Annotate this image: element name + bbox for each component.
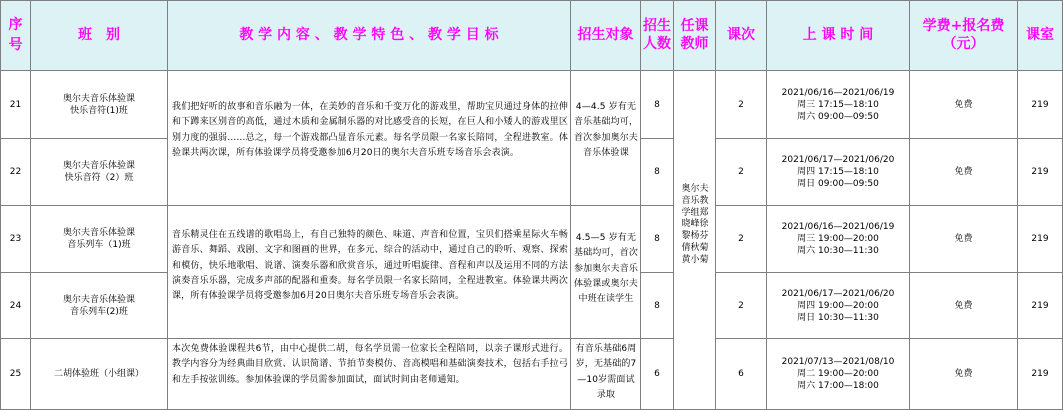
enroll-count: 8 bbox=[654, 99, 660, 110]
fee: 免费 bbox=[954, 300, 973, 311]
session-count: 6 bbox=[738, 369, 744, 379]
enroll-count: 8 bbox=[654, 234, 660, 244]
table-row-seq: 25 bbox=[9, 369, 22, 379]
header-teacher: 任课教师 bbox=[680, 18, 709, 52]
fee: 免费 bbox=[954, 167, 973, 177]
class-time: 2021/06/17—2021/06/20 周四 17:15—18:10 周日 09:00—09:50 bbox=[781, 155, 895, 189]
enroll-count: 6 bbox=[654, 369, 660, 379]
course-description: 我们把好听的故事和音乐融为一体，在美妙的音乐和千变万化的游戏里，帮助宝贝通过身体的拉伸和下蹲来区别音的高低，通过木质和金属制乐器的对比感受音的长短，在巨人和小矮人的游戏里区别力度的强弱……总之，每一个游戏都凸显音乐元素。每名学员限一名家长陪同，全程进教室。体验课共两次课，所有体验课学员将受邀参加6月20日的奥尔夫音乐班专场音乐会表演。 bbox=[172, 102, 568, 158]
session-count: 2 bbox=[738, 300, 744, 311]
table-row-seq: 24 bbox=[9, 300, 22, 311]
fee: 免费 bbox=[954, 99, 973, 110]
class-name: 奥尔夫音乐体验课 音乐列车（1)班 bbox=[62, 228, 135, 250]
room: 219 bbox=[1031, 99, 1049, 110]
enroll-count: 8 bbox=[654, 167, 660, 177]
header-sessions: 课次 bbox=[727, 27, 755, 43]
session-count: 2 bbox=[738, 99, 744, 110]
table-row-seq: 21 bbox=[9, 99, 22, 110]
fee: 免费 bbox=[954, 234, 973, 244]
header-target: 招生对象 bbox=[577, 27, 634, 43]
class-time: 2021/06/17—2021/06/20 周四 19:00—20:00 周日 10:30—11:30 bbox=[781, 288, 895, 323]
class-name: 奥尔夫音乐体验课 快乐音符（2）班 bbox=[62, 161, 135, 183]
header-room: 课室 bbox=[1026, 27, 1054, 43]
header-class: 班 别 bbox=[78, 27, 120, 43]
table-row-seq: 23 bbox=[9, 234, 22, 244]
enrollment-target: 有音乐基础6周岁，无基础的7—10岁需面试录取 bbox=[575, 344, 637, 400]
room: 219 bbox=[1031, 167, 1049, 177]
header-time: 上 课 时 间 bbox=[802, 27, 874, 43]
class-name: 二胡体验班（小组课） bbox=[53, 369, 144, 379]
class-time: 2021/06/16—2021/06/19 周三 17:15—18:10 周六 09:00—09:50 bbox=[781, 87, 895, 122]
fee: 免费 bbox=[954, 369, 973, 379]
header-seq: 序号 bbox=[8, 17, 23, 53]
class-time: 2021/06/16—2021/06/19 周三 19:00—20:00 周六 10:30—11:30 bbox=[781, 222, 895, 256]
class-time: 2021/07/13—2021/08/10 周二 19:00—20:00 周六 17:00—18:00 bbox=[781, 357, 895, 391]
course-description: 本次免费体验课程共6节，由中心提供二胡，每名学员需一位家长全程陪同，以亲子课形式进行。教学内容分为经典曲目欣赏、认识简谱、节拍节奏模仿、音高模唱和基础演奏技术，包括右手拉弓和左手按弦训练。参加体验课的学员需参加面试，面试时间由老师通知。 bbox=[172, 344, 568, 385]
enroll-count: 8 bbox=[654, 300, 660, 311]
header-fee: 学费+报名费（元） bbox=[922, 18, 1005, 52]
header-enroll: 招生人数 bbox=[643, 18, 671, 52]
class-name: 奥尔夫音乐体验课 快乐音符(1)班 bbox=[62, 93, 135, 116]
room: 219 bbox=[1031, 369, 1049, 379]
session-count: 2 bbox=[738, 234, 744, 244]
teacher-names: 奥尔夫音乐教学组郑晓峰徐黎杨芬倩秋菊黄小菊 bbox=[681, 184, 709, 265]
room: 219 bbox=[1031, 234, 1049, 244]
class-name: 奥尔夫音乐体验课 音乐列车(2)班 bbox=[62, 294, 135, 317]
enrollment-target: 4—4.5 岁有无音乐基础均可，首次参加奥尔夫音乐体验课 bbox=[573, 102, 639, 158]
table-row-seq: 22 bbox=[9, 167, 22, 177]
room: 219 bbox=[1031, 300, 1049, 311]
course-description: 音乐精灵住在五线谱的歌唱岛上，有自己独特的颜色、味道、声音和位置，宝贝们搭乘星际火车畅游音乐、舞蹈、戏剧、文字和图画的世界，在多元、综合的活动中，通过自己的聆听、观察、探索和模仿，快乐地歌唱、说谱、演奏乐器和欣赏音乐，通过听唱旋律、音程和声以及运用不同的方法演奏音乐乐器，完成多声部的配器和重奏。每名学员限一名家长陪同，全程进教室。体验课共两次课，所有体验课学员将受邀参加6月20日奥尔夫音乐班专场音乐会表演。 bbox=[172, 230, 568, 302]
enrollment-target: 4.5—5 岁有无基础均可，首次参加奥尔夫音乐体验课或奥尔夫中班在读学生 bbox=[573, 233, 639, 305]
header-content: 教 学 内 容 、 教 学 特 色 、 教 学 目 标 bbox=[239, 27, 499, 43]
session-count: 2 bbox=[738, 167, 744, 177]
